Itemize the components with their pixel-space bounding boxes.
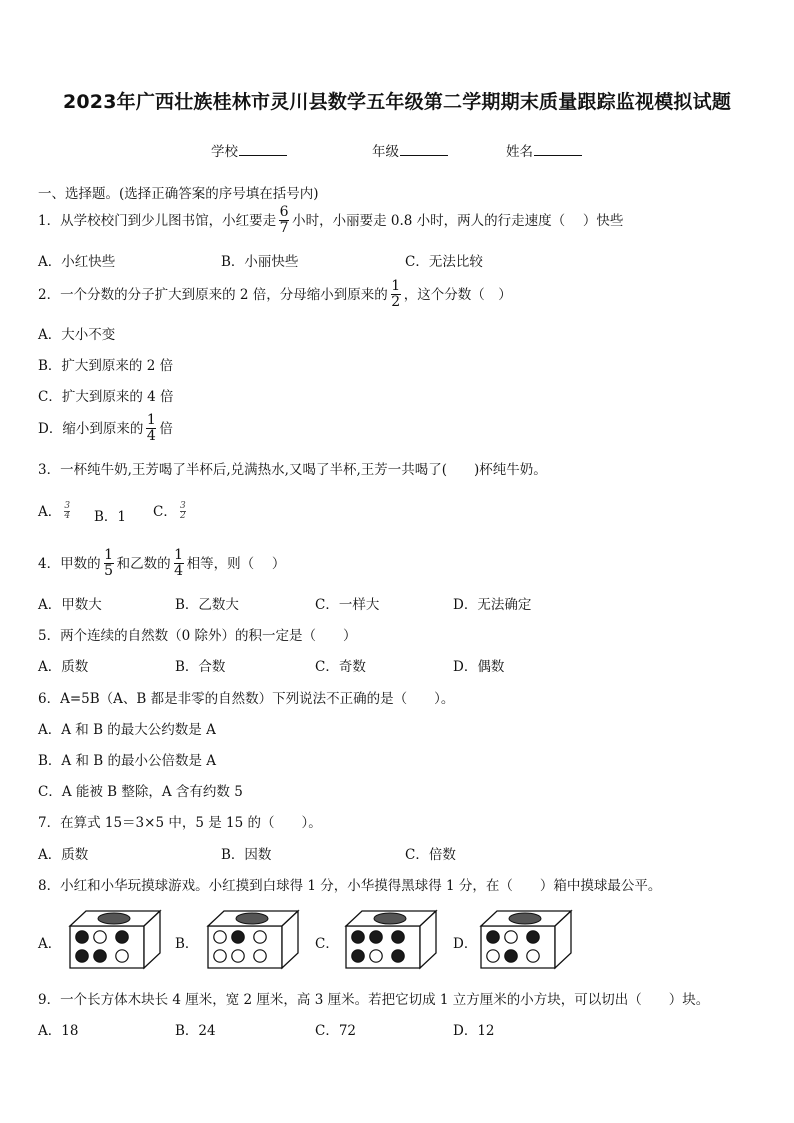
q3-option-c[interactable] bbox=[153, 500, 189, 522]
white-ball bbox=[214, 931, 226, 943]
fraction-denominator: 4 bbox=[146, 428, 156, 444]
q2-option-d-text: D．缩小到原来的 bbox=[38, 421, 144, 437]
question-3: 3．一杯纯牛奶,王芳喝了半杯后,兑满热水,又喝了半杯,王芳一共喝了( )杯纯牛奶。 bbox=[38, 462, 547, 478]
q1-option-c[interactable]: C．无法比较 bbox=[405, 254, 483, 270]
q4-option-a[interactable]: A．甲数大 bbox=[38, 597, 102, 613]
fraction-1-4 bbox=[174, 548, 184, 579]
q8-option-a-label[interactable]: A． bbox=[38, 936, 62, 952]
question-4-text-mid: 和乙数的 bbox=[116, 556, 171, 572]
fraction-numerator: 1 bbox=[174, 547, 184, 563]
question-9: 9．一个长方体木块长 4 厘米，宽 2 厘米，高 3 厘米。若把它切成 1 立方厘米的小方块，可以切出（ ）块。 bbox=[38, 992, 710, 1008]
question-6: 6．A=5B（A、B 都是非零的自然数）下列说法不正确的是（ ）。 bbox=[38, 691, 455, 707]
white-ball bbox=[254, 950, 266, 962]
black-ball bbox=[370, 931, 382, 943]
black-ball bbox=[76, 950, 88, 962]
grade-field bbox=[372, 140, 448, 160]
black-ball bbox=[392, 950, 404, 962]
q9-option-d[interactable]: D．12 bbox=[453, 1023, 495, 1039]
name-field bbox=[506, 140, 582, 160]
box-hole bbox=[509, 913, 541, 924]
question-7: 7．在算式 15＝3×5 中，5 是 15 的（ ）。 bbox=[38, 815, 322, 831]
q3-option-a-label: A． bbox=[38, 504, 62, 520]
question-1 bbox=[38, 206, 623, 237]
white-ball bbox=[370, 950, 382, 962]
question-4-text-end: 相等，则（ ） bbox=[186, 556, 286, 572]
q4-option-d[interactable]: D．无法确定 bbox=[453, 597, 532, 613]
fraction-numerator: 1 bbox=[391, 278, 401, 294]
q6-option-c[interactable]: C．A 能被 B 整除，A 含有约数 5 bbox=[38, 784, 243, 800]
q2-option-d[interactable] bbox=[38, 414, 173, 445]
box-hole bbox=[236, 913, 268, 924]
q5-option-d[interactable]: D．偶数 bbox=[453, 659, 505, 675]
white-ball bbox=[214, 950, 226, 962]
fraction-denominator: 4 bbox=[174, 563, 184, 579]
school-blank[interactable] bbox=[239, 143, 287, 156]
black-ball bbox=[116, 931, 128, 943]
fraction-1-5 bbox=[104, 548, 114, 579]
q8-option-b-label[interactable]: B． bbox=[175, 936, 199, 952]
q9-option-b[interactable]: B．24 bbox=[175, 1023, 216, 1039]
fraction-denominator: 4 bbox=[64, 511, 71, 521]
fraction-numerator: 3 bbox=[64, 501, 71, 511]
q1-option-a[interactable]: A．小红快些 bbox=[38, 254, 116, 270]
white-ball bbox=[232, 950, 244, 962]
q5-option-b[interactable]: B．合数 bbox=[175, 659, 226, 675]
q2-option-a[interactable]: A．大小不变 bbox=[38, 327, 116, 343]
question-2-text-start: 2．一个分数的分子扩大到原来的 2 倍，分母缩小到原来的 bbox=[38, 287, 388, 303]
white-ball bbox=[254, 931, 266, 943]
black-ball bbox=[352, 931, 364, 943]
q4-option-c[interactable]: C．一样大 bbox=[315, 597, 380, 613]
ball-box-b[interactable] bbox=[206, 908, 300, 970]
fraction-3-2 bbox=[180, 502, 186, 521]
q9-option-a[interactable]: A．18 bbox=[38, 1023, 79, 1039]
name-label: 姓名 bbox=[506, 144, 533, 160]
q6-option-a[interactable]: A．A 和 B 的最大公约数是 A bbox=[38, 722, 216, 738]
ball-box-d[interactable] bbox=[479, 908, 573, 970]
white-ball bbox=[505, 931, 517, 943]
q8-option-d-label[interactable]: D． bbox=[453, 936, 478, 952]
black-ball bbox=[527, 931, 539, 943]
q6-option-b[interactable]: B．A 和 B 的最小公倍数是 A bbox=[38, 753, 217, 769]
black-ball bbox=[352, 950, 364, 962]
question-8: 8．小红和小华玩摸球游戏。小红摸到白球得 1 分，小华摸得黑球得 1 分，在（ ）箱中摸球最公平。 bbox=[38, 878, 662, 894]
q2-option-d-suffix: 倍 bbox=[159, 421, 173, 437]
q7-option-b[interactable]: B．因数 bbox=[221, 847, 272, 863]
school-label: 学校 bbox=[211, 144, 238, 160]
q3-option-c-label: C． bbox=[153, 504, 177, 520]
grade-label: 年级 bbox=[372, 144, 399, 160]
black-ball bbox=[487, 931, 499, 943]
white-ball bbox=[527, 950, 539, 962]
black-ball bbox=[232, 931, 244, 943]
question-5: 5．两个连续的自然数（0 除外）的积一定是（ ） bbox=[38, 628, 357, 644]
q7-option-a[interactable]: A．质数 bbox=[38, 847, 89, 863]
fraction-6-7 bbox=[279, 205, 289, 236]
q1-option-b[interactable]: B．小丽快些 bbox=[221, 254, 299, 270]
question-4-text-start: 4．甲数的 bbox=[38, 556, 101, 572]
q3-option-a[interactable] bbox=[38, 500, 73, 522]
question-1-text-start: 1．从学校校门到少儿图书馆，小红要走 bbox=[38, 213, 277, 229]
question-1-text-end: 小时，小丽要走 0.8 小时，两人的行走速度（ ）快些 bbox=[292, 213, 624, 229]
white-ball bbox=[94, 931, 106, 943]
white-ball bbox=[487, 950, 499, 962]
fraction-1-2 bbox=[391, 279, 401, 310]
box-hole bbox=[98, 913, 130, 924]
fraction-1-4 bbox=[146, 413, 156, 444]
white-ball bbox=[116, 950, 128, 962]
q3-option-b[interactable]: B．1 bbox=[94, 509, 127, 525]
question-2 bbox=[38, 280, 512, 311]
q2-option-b[interactable]: B．扩大到原来的 2 倍 bbox=[38, 358, 174, 374]
fraction-denominator: 2 bbox=[391, 294, 401, 310]
fraction-denominator: 2 bbox=[179, 511, 186, 521]
grade-blank[interactable] bbox=[400, 143, 448, 156]
name-blank[interactable] bbox=[534, 143, 582, 156]
q5-option-c[interactable]: C．奇数 bbox=[315, 659, 366, 675]
ball-box-c[interactable] bbox=[344, 908, 438, 970]
black-ball bbox=[76, 931, 88, 943]
section-heading: 一、选择题。(选择正确答案的序号填在括号内) bbox=[38, 186, 319, 202]
fraction-3-4 bbox=[64, 502, 70, 521]
q8-option-c-label[interactable]: C． bbox=[315, 936, 339, 952]
fraction-numerator: 6 bbox=[279, 204, 289, 220]
page-title: 2023年广西壮族桂林市灵川县数学五年级第二学期期末质量跟踪监视模拟试题 bbox=[62, 91, 732, 113]
fraction-denominator: 7 bbox=[279, 220, 289, 236]
black-ball bbox=[505, 950, 517, 962]
fraction-numerator: 1 bbox=[104, 547, 114, 563]
fraction-numerator: 3 bbox=[179, 501, 186, 511]
question-2-text-end: ，这个分数（ ） bbox=[403, 287, 512, 303]
black-ball bbox=[94, 950, 106, 962]
school-field bbox=[211, 140, 287, 160]
black-ball bbox=[392, 931, 404, 943]
fraction-denominator: 5 bbox=[104, 563, 114, 579]
box-hole bbox=[374, 913, 406, 924]
question-4 bbox=[38, 549, 285, 580]
q7-option-c[interactable]: C．倍数 bbox=[405, 847, 456, 863]
q9-option-c[interactable]: C．72 bbox=[315, 1023, 357, 1039]
fraction-numerator: 1 bbox=[146, 412, 156, 428]
ball-box-a[interactable] bbox=[68, 908, 162, 970]
q2-option-c[interactable]: C．扩大到原来的 4 倍 bbox=[38, 389, 174, 405]
q5-option-a[interactable]: A．质数 bbox=[38, 659, 89, 675]
q4-option-b[interactable]: B．乙数大 bbox=[175, 597, 239, 613]
